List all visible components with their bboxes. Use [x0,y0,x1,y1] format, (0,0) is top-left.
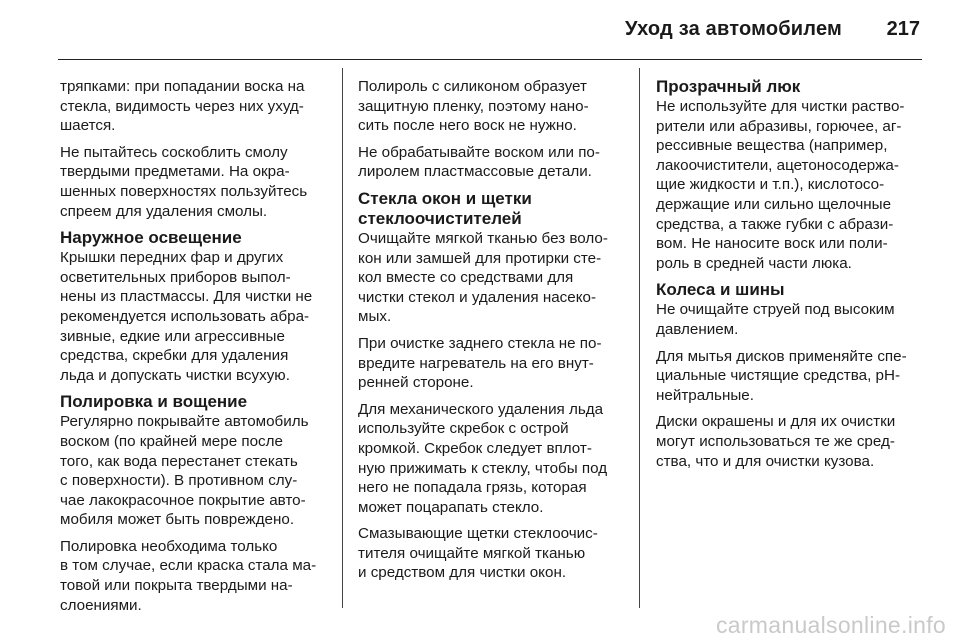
text-line: кол вместе со средствами для [358,269,574,287]
paragraph [358,400,630,518]
text-line: ную прижимать к стеклу, чтобы под [358,459,608,477]
text-line: Смазывающие щетки стеклоочис- [358,525,598,543]
text-line: тряпками: при попадании воска на [60,78,305,95]
text-line: нены из пластмассы. Для чистки не [60,288,313,306]
text-line: Очищайте мягкой тканью без воло- [358,229,608,247]
paragraph [358,334,630,393]
section-heading: Прозрачный люк [656,77,801,96]
column-divider [639,68,640,608]
text-line: Крышки передних фар и других [60,249,284,267]
text-column-1 [60,77,344,622]
section-heading: Полировка и вощение [60,392,248,412]
page-number: 217 [886,18,920,40]
text-line: Полироль с силиконом образует [358,78,587,95]
text-line: мых. [358,308,392,326]
text-line: Для механического удаления льда [358,400,604,418]
text-line: рекомендуется использовать абра- [60,307,310,325]
text-line: может поцарапать стекло. [358,498,544,516]
text-line: Диски окрашены и для их очистки [656,413,896,431]
text-line: щие жидкости и т.п.), кислотосо- [656,176,885,194]
text-line: Не пытайтесь соскоблить смолу [60,143,288,161]
paragraph [60,143,344,221]
text-line: кон или замшей для протирки сте- [358,249,602,267]
text-line: роль в средней части люка. [656,254,852,272]
text-line: циальные чистящие средства, pH- [656,367,901,385]
section-block [656,280,926,339]
text-line: защитную пленку, поэтому нано- [358,97,589,115]
text-line: Не используйте для чистки раство- [656,98,905,115]
page-header [0,0,960,62]
section-block [358,189,630,327]
text-line: лиролем пластмассовые детали. [358,163,592,181]
text-line: воском (по крайней мере после [60,432,283,450]
section-heading: Стекла окон и щетки [358,188,532,208]
text-line: слоениями. [60,596,142,614]
text-line: Не обрабатывайте воском или по- [358,143,600,161]
text-line: шенных поверхностях пользуйтесь [60,182,308,200]
text-line: сить после него воск не нужно. [358,117,577,135]
text-line: чае лакокрасочное покрытие авто- [60,491,306,509]
paragraph [656,412,926,471]
text-line: стекла, видимость через них ухуд- [60,97,304,115]
paragraph [656,347,926,406]
text-line: средства, скребки для удаления [60,347,289,365]
text-column-2 [358,77,630,590]
text-line: товой или покрыта твердыми на- [60,577,293,595]
text-line: рители или абразивы, горючее, аг- [656,117,902,135]
text-line: твердыми предметами. На окра- [60,163,290,181]
text-line: льда и допускать чистки всухую. [60,366,290,384]
text-line: ства, что и для очистки кузова. [656,452,875,470]
text-line: и средством для чистки окон. [358,564,567,582]
text-line: с поверхности). В противном слу- [60,472,298,490]
watermark: carmanualsonline.info [715,612,946,638]
text-line: рессивные вещества (например, [656,137,888,155]
text-line: чистки стекол и удаления насеко- [358,288,597,306]
text-line: Не очищайте струей под высоким [656,301,895,319]
text-line: используйте скребок с острой [358,420,569,438]
section-block [60,228,344,385]
text-line: могут использоваться те же сред- [656,432,895,450]
text-line: тителя очищайте мягкой тканью [358,544,586,562]
text-line: зивные, едкие или агрессивные [60,327,285,345]
text-line: нейтральные. [656,386,754,404]
text-line: осветительных приборов выпол- [60,268,291,286]
text-line: него не попадала грязь, которая [358,479,587,497]
text-line: средства, а также губки с абрази- [656,215,894,233]
text-line: ренней стороне. [358,374,474,392]
section-heading: стеклоочистителей [358,208,522,228]
text-line: При очистке заднего стекла не по- [358,334,602,352]
header-divider [58,59,922,60]
text-line: кромкой. Скребок следует вплот- [358,439,592,457]
paragraph [358,77,630,136]
text-line: Регулярно покрывайте автомобиль [60,413,309,431]
paragraph [60,537,344,615]
text-column-3 [656,77,926,478]
page-title: Уход за автомобилем [624,18,842,40]
paragraph [358,524,630,583]
section-block [656,77,926,273]
text-line: Для мытья дисков применяйте спе- [656,347,907,365]
text-line: вредите нагреватель на его внут- [358,354,594,372]
text-line: лакоочистители, ацетоносодержа- [656,156,899,174]
text-line: в том случае, если краска стала ма- [60,557,317,575]
text-line: вом. Не наносите воск или поли- [656,235,888,253]
text-line: Полировка необходима только [60,537,278,555]
text-line: спреем для удаления смолы. [60,202,268,220]
text-line: того, как вода перестанет стекать [60,452,298,470]
section-heading: Наружное освещение [60,228,242,248]
text-line: давлением. [656,320,739,338]
section-block [60,392,344,530]
text-line: шается. [60,117,116,135]
paragraph [60,77,344,136]
text-line: держащие или сильно щелочные [656,195,892,213]
paragraph [358,143,630,182]
section-heading: Колеса и шины [656,280,785,300]
text-line: мобиля может быть повреждено. [60,511,295,529]
